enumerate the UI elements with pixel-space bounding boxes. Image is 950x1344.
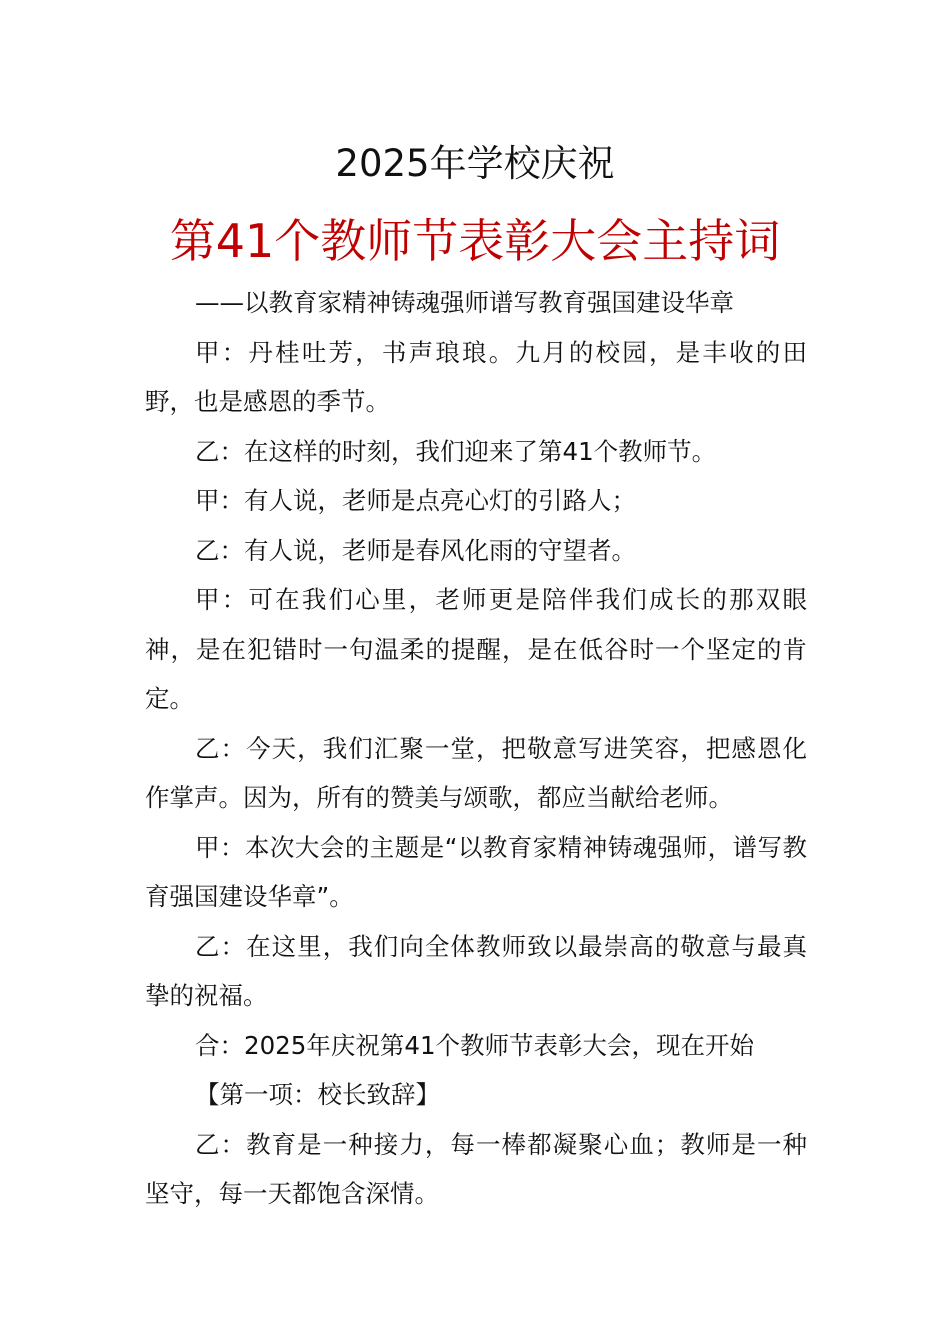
paragraph: 甲：有人说，老师是点亮心灯的引路人； [195,486,636,515]
section-heading: 【第一项：校长致辞】 [195,1080,440,1109]
paragraph: 甲：本次大会的主题是“以教育家精神铸魂强师，谱写教育强国建设华章”。 [145,832,807,911]
paragraph: 乙：在这里，我们向全体教师致以最崇高的敬意与最真挚的祝福。 [145,931,807,1010]
document-body [145,278,807,1219]
document-title-line-1: 2025年学校庆祝 [335,142,615,185]
document-title-line-2: 第41个教师节表彰大会主持词 [169,214,781,268]
paragraph: 甲：丹桂吐芳，书声琅琅。九月的校园，是丰收的田野，也是感恩的季节。 [145,337,807,416]
paragraph: 乙：今天，我们汇聚一堂，把敬意写进笑容，把感恩化作掌声。因为，所有的赞美与颂歌，都应当献给老师。 [145,733,807,812]
paragraph: 乙：教育是一种接力，每一棒都凝聚心血；教师是一种坚守，每一天都饱含深情。 [145,1129,807,1208]
document-subtitle: ——以教育家精神铸魂强师谱写教育强国建设华章 [195,288,734,317]
paragraph: 甲：可在我们心里，老师更是陪伴我们成长的那双眼神，是在犯错时一句温柔的提醒，是在低谷时一个坚定的肯定。 [145,585,807,713]
paragraph: 合：2025年庆祝第41个教师节表彰大会，现在开始 [195,1030,755,1060]
paragraph: 乙：有人说，老师是春风化雨的守望者。 [195,535,636,565]
paragraph: 乙：在这样的时刻，我们迎来了第41个教师节。 [195,436,717,466]
